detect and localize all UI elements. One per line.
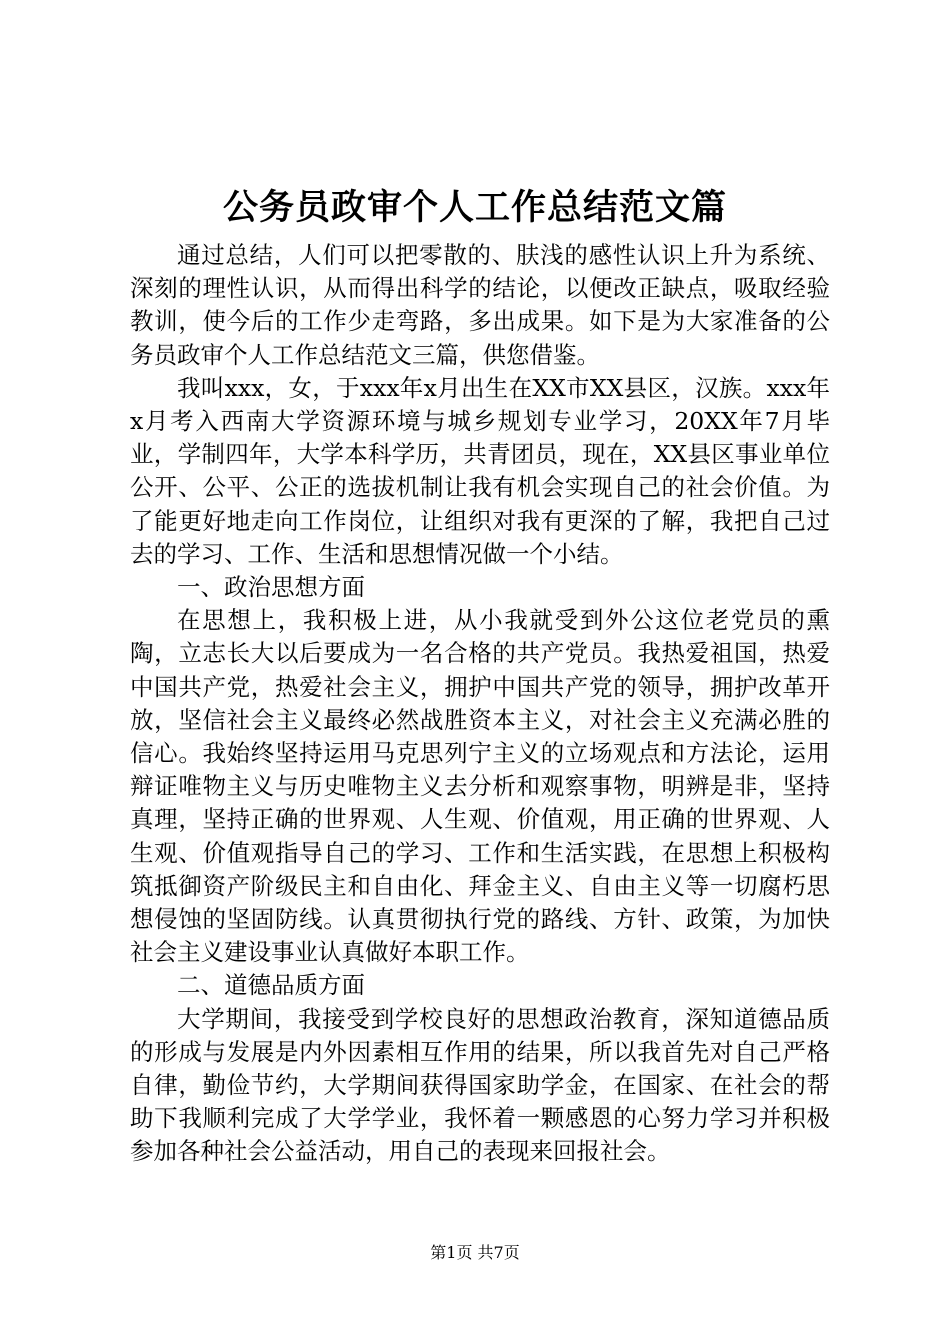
page-number-footer: 第1页 共7页 [430,1243,520,1262]
section-paragraph-political: 在思想上，我积极上进，从小我就受到外公这位老党员的熏陶，立志长大以后要成为一名合格的共产党员。我热爱祖国，热爱中国共产党，热爱社会主义，拥护中国共产党的领导，拥护改革开放，坚信社会主义最终必然战胜资本主义，对社会主义充满必胜的信心。我始终坚持运用马克思列宁主义的立场观点和方法论，运用辩证唯物主义与历史唯物主义去分析和观察事物，明辨是非，坚持真理，坚持正确的世界观、人生观、价值观，用正确的世界观、人生观、价值观指导自己的学习、工作和生活实践，在思想上积极构筑抵御资产阶级民主和自由化、拜金主义、自由主义等一切腐朽思想侵蚀的坚固防线。认真贯彻执行党的路线、方针、政策，为加快社会主义建设事业认真做好本职工作。 [130,606,830,967]
section-heading-moral: 二、道德品质方面 [177,971,365,1000]
document-title: 公务员政审个人工作总结范文篇 [222,187,727,228]
intro-paragraph: 通过总结，人们可以把零散的、肤浅的感性认识上升为系统、深刻的理性认识，从而得出科学的结论，以便改正缺点，吸取经验教训，使今后的工作少走弯路，多出成果。如下是为大家准备的公务员政审个人工作总结范文三篇，供您借鉴。 [130,241,830,369]
section-heading-political: 一、政治思想方面 [177,573,365,602]
self-introduction-paragraph: 我叫xxx，女，于xxx年x月出生在XX市XX县区，汉族。xxx年x月考入西南大学资源环境与城乡规划专业学习，20XX年7月毕业，学制四年，大学本科学历，共青团员，现在，XX县区事业单位公开、公平、公正的选拔机制让我有机会实现自己的社会价值。为了能更好地走向工作岗位，让组织对我有更深的了解，我把自己过去的学习、工作、生活和思想情况做一个小结。 [130,373,830,568]
section-paragraph-moral: 大学期间，我接受到学校良好的思想政治教育，深知道德品质的形成与发展是内外因素相互作用的结果，所以我首先对自己严格自律，勤俭节约，大学期间获得国家助学金，在国家、在社会的帮助下我顺利完成了大学学业，我怀着一颗感恩的心努力学习并积极参加各种社会公益活动，用自己的表现来回报社会。 [130,1004,830,1166]
document-body [130,239,830,1169]
